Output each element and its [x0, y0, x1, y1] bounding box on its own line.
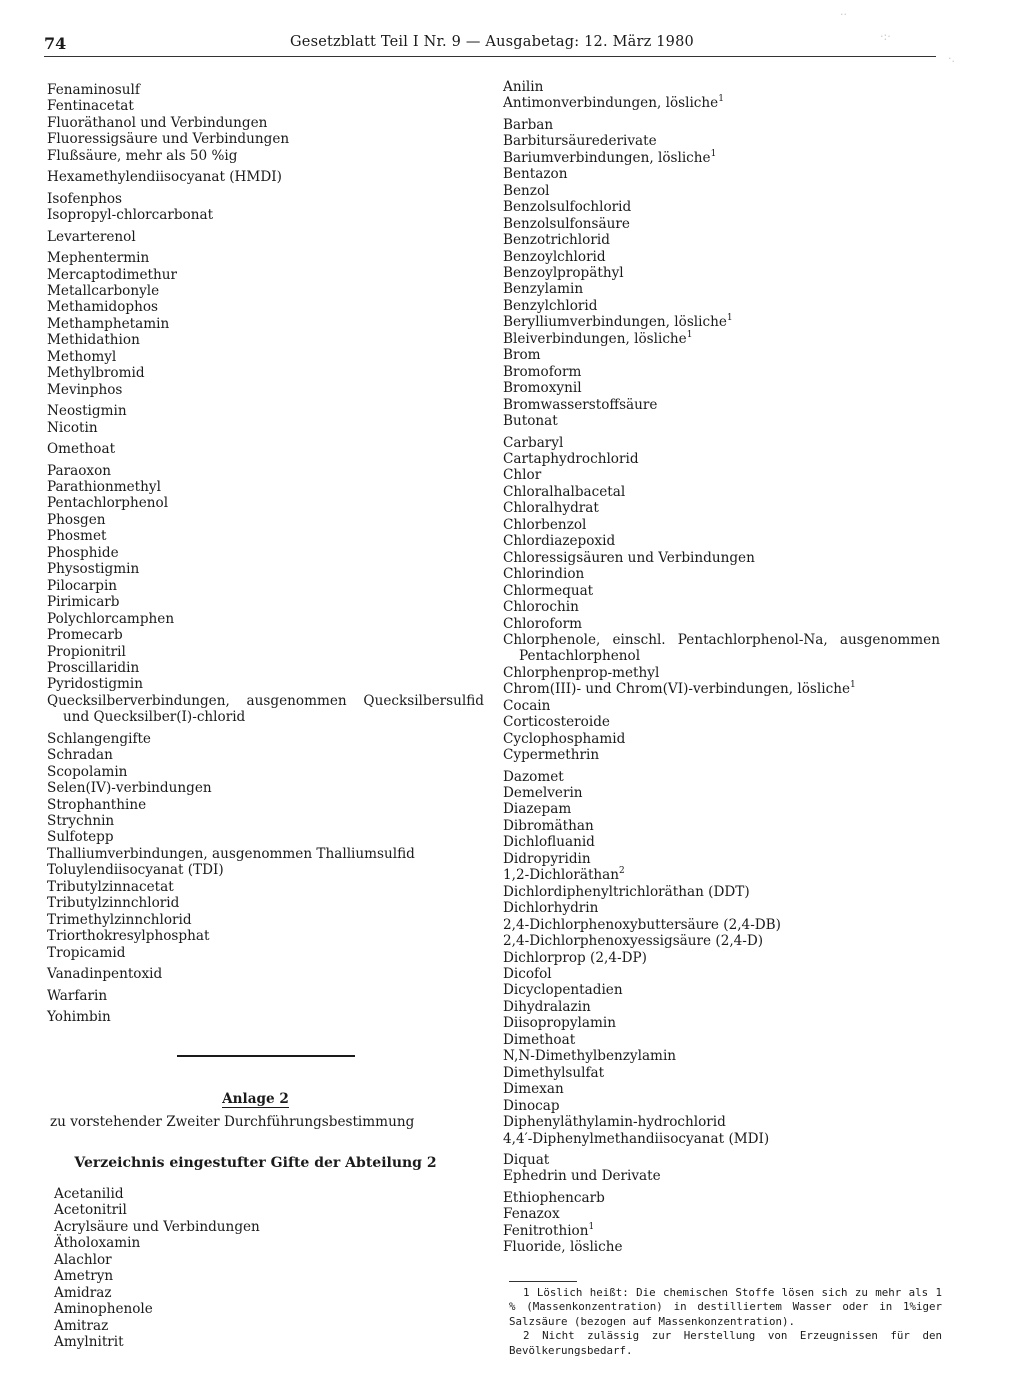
list-item [503, 331, 940, 347]
list-item: Levarterenol [47, 228, 136, 245]
entry-text: Bleiverbindungen, lösliche [503, 330, 687, 347]
footnote [509, 1286, 942, 1329]
list-item: Dichlorprop (2,4-DP) [503, 949, 647, 966]
list-item: Tropicamid [47, 944, 126, 961]
word: ausgenommen [246, 692, 347, 709]
list-item: Pirimicarb [47, 594, 120, 611]
list-item: Benzoylpropäthyl [503, 264, 624, 281]
justified-line [503, 632, 940, 648]
footnotes [509, 1286, 942, 1358]
list-item: Scopolamin [47, 763, 128, 780]
list-item: Acetonitril [54, 1202, 127, 1219]
list-item: Dicofol [503, 966, 552, 983]
list-item: Methamidophos [47, 299, 159, 316]
list-item: Pilocarpin [47, 577, 118, 594]
list-item [47, 693, 484, 726]
list-item: Didropyridin [503, 850, 591, 867]
list-item: Methamphetamin [47, 315, 170, 332]
scan-artifact: ·. [948, 52, 955, 65]
list-item: Mephentermin [47, 250, 150, 267]
list-item: Butonat [503, 413, 558, 430]
list-item: Dichlordiphenyltrichloräthan (DDT) [503, 883, 750, 900]
header-rule [44, 56, 936, 57]
list-item: Methidathion [47, 332, 140, 349]
list-item: Benzotrichlorid [503, 232, 610, 249]
footnote-rule [509, 1281, 577, 1282]
list-item: Cyclophosphamid [503, 730, 626, 747]
list-item: Ätholoxamin [54, 1235, 141, 1252]
list-item: Dinocap [503, 1097, 560, 1114]
list-item: Barbitursäurederivate [503, 133, 657, 150]
list-item: Warfarin [47, 987, 108, 1004]
list-item: Dicyclopentadien [503, 982, 623, 999]
poison-list-annex [54, 1186, 464, 1351]
list-item [503, 867, 940, 883]
list-item: Strychnin [47, 813, 115, 830]
footnote-marker: 1 [726, 313, 733, 324]
scan-artifact: ·· [840, 8, 847, 21]
list-item: Schlangengifte [47, 730, 151, 747]
list-item: Bromwasserstoffsäure [503, 396, 658, 413]
entry-text: Antimonverbindungen, lösliche [503, 95, 719, 112]
list-item: Polychlorcamphen [47, 610, 175, 627]
list-item: Chlorbenzol [503, 516, 587, 533]
annex-title [44, 1091, 467, 1107]
footnote-marker: 2 [619, 866, 625, 877]
list-item: Propionitril [47, 643, 126, 660]
annex-heading: Verzeichnis eingestufter Gifte der Abteilung 2 [74, 1155, 437, 1171]
list-item: Benzolsulfonsäure [503, 215, 630, 232]
list-item: Cypermethrin [503, 747, 600, 764]
footnote-text: Löslich heißt: Die chemischen Stoffe lösen sich zu mehr als 1 % (Massenkonzentration) in destilliertem Wasser oder in 1%iger Salzsäure (bezogen auf Massenkonzentration). [509, 1286, 942, 1328]
word: Chlorphenole, [503, 631, 601, 648]
list-item: Schradan [47, 747, 113, 764]
entry-text: Fenitrothion [503, 1222, 589, 1239]
list-item: Fentinacetat [47, 98, 134, 115]
footnote-marker: 1 [718, 94, 724, 105]
list-item: Chlormequat [503, 582, 594, 599]
list-item: Phosphide [47, 544, 119, 561]
list-item: Toluylendiisocyanat (TDI) [47, 862, 224, 879]
list-item: Thalliumverbindungen, ausgenommen Thalliumsulfid [47, 845, 415, 862]
word: einschl. [612, 631, 666, 648]
list-item: Chlorochin [503, 599, 579, 616]
footnote-text: Nicht zulässig zur Herstellung von Erzeugnissen für den Bevölkerungsbedarf. [509, 1329, 942, 1357]
list-item [503, 681, 940, 697]
list-item: Acrylsäure und Verbindungen [54, 1218, 260, 1235]
list-item: Anilin [503, 79, 544, 95]
list-item: Diisopropylamin [503, 1015, 616, 1032]
list-item: Strophanthine [47, 796, 147, 813]
list-item: Mevinphos [47, 381, 123, 398]
list-item: Diazepam [503, 801, 572, 818]
list-item: Amidraz [54, 1284, 112, 1301]
list-item: Dimethoat [503, 1031, 576, 1048]
list-item: Chlordiazepoxid [503, 533, 616, 550]
list-item: Fluoräthanol und Verbindungen [47, 114, 268, 131]
list-item: Cocain [503, 697, 551, 714]
list-item: Sulfotepp [47, 829, 114, 846]
list-item: Flußsäure, mehr als 50 %ig [47, 147, 238, 164]
list-item: Demelverin [503, 785, 583, 802]
footnote-marker: 1 [850, 680, 856, 691]
list-item: Acetanilid [54, 1186, 124, 1202]
list-item [503, 632, 940, 665]
list-item: Bromoxynil [503, 380, 582, 397]
poison-list-right [503, 79, 940, 1256]
list-item: Yohimbin [47, 1009, 111, 1026]
annex-column [54, 1186, 464, 1351]
entry-text: Berylliumverbindungen, lösliche [503, 314, 727, 331]
list-item: Benzolsulfochlorid [503, 199, 632, 216]
list-item [503, 95, 940, 111]
list-item: Barban [503, 116, 554, 133]
word: ausgenommen [839, 631, 940, 648]
list-item: Ametryn [54, 1268, 114, 1285]
list-item: Hexamethylendiisocyanat (HMDI) [47, 169, 282, 186]
list-item: Mercaptodimethur [47, 266, 177, 283]
left-column [47, 82, 484, 1025]
list-item: Chlor [503, 467, 542, 484]
list-item: 2,4-Dichlorphenoxyessigsäure (2,4-D) [503, 933, 764, 950]
footnote-marker: 1 [588, 1221, 595, 1232]
list-item: Dihydralazin [503, 998, 591, 1015]
page-number: 74 [44, 34, 67, 53]
list-item: Chlorindion [503, 566, 585, 583]
list-item: Bromoform [503, 363, 582, 380]
annex-title-text: Anlage 2 [222, 1091, 289, 1107]
list-item: Paraoxon [47, 462, 112, 479]
list-item: Dichlorhydrin [503, 900, 599, 917]
list-item: Amitraz [54, 1317, 109, 1334]
page-header [44, 34, 936, 56]
list-item: Benzoylchlorid [503, 248, 606, 265]
list-item: Chloralhalbacetal [503, 483, 626, 500]
list-item: Benzol [503, 182, 550, 199]
list-item: Cartaphydrochlorid [503, 450, 639, 467]
list-item: Vanadinpentoxid [47, 966, 163, 983]
continuation-line: Pentachlorphenol [519, 648, 641, 665]
scan-artifact: ·:· [880, 30, 891, 43]
list-item: Alachlor [54, 1251, 112, 1268]
word: Pentachlorphenol-Na, [677, 631, 828, 648]
list-item: Parathionmethyl [47, 478, 161, 495]
entry-text: Chrom(III)- und Chrom(VI)-verbindungen, lösliche [503, 681, 851, 698]
list-item: Dazomet [503, 768, 564, 785]
list-item: Chloroform [503, 615, 582, 632]
list-item [503, 314, 940, 330]
section-divider [177, 1055, 355, 1057]
footnote [509, 1329, 942, 1358]
list-item: Chloralhydrat [503, 500, 599, 517]
list-item: N,N-Dimethylbenzylamin [503, 1048, 677, 1065]
list-item: Dimethylsulfat [503, 1064, 605, 1081]
list-item: Benzylchlorid [503, 297, 598, 314]
list-item: 2,4-Dichlorphenoxybuttersäure (2,4-DB) [503, 916, 781, 933]
list-item: Dichlofluanid [503, 834, 595, 851]
list-item: Bentazon [503, 166, 568, 183]
list-item: Proscillaridin [47, 659, 140, 676]
list-item: Aminophenole [54, 1301, 153, 1318]
list-item: Metallcarbonyle [47, 282, 160, 299]
list-item: Isofenphos [47, 190, 122, 207]
list-item: Phosmet [47, 528, 107, 545]
list-item: Amylnitrit [54, 1334, 124, 1351]
list-item: Ephedrin und Derivate [503, 1168, 661, 1185]
list-item: Fluoressigsäure und Verbindungen [47, 131, 290, 148]
right-column [503, 79, 940, 1256]
running-title: Gesetzblatt Teil I Nr. 9 — Ausgabetag: 12. März 1980 [290, 34, 694, 50]
list-item: Fenazox [503, 1206, 560, 1223]
continuation-line: und Quecksilber(I)-chlorid [63, 709, 246, 726]
list-item: Diphenyläthylamin-hydrochlorid [503, 1114, 726, 1131]
list-item: Dimexan [503, 1081, 564, 1098]
list-item: Brom [503, 347, 541, 364]
list-item: Isopropyl-chlorcarbonat [47, 207, 214, 224]
list-item: Pentachlorphenol [47, 495, 169, 512]
list-item: Dibromäthan [503, 817, 594, 834]
list-item: Chloressigsäuren und Verbindungen [503, 549, 755, 566]
list-item: Phosgen [47, 511, 106, 528]
list-item: Fluoride, lösliche [503, 1239, 623, 1256]
word: Quecksilbersulfid [363, 692, 484, 709]
footnote-number: 2 [523, 1329, 530, 1343]
list-item: Fenaminosulf [47, 82, 140, 98]
list-item: Triorthokresylphosphat [47, 928, 210, 945]
list-item: Methylbromid [47, 365, 145, 382]
entry-text: 1,2-Dichloräthan [503, 867, 620, 884]
list-item: Carbaryl [503, 434, 564, 451]
list-item: Tributylzinnacetat [47, 878, 174, 895]
poison-list-left [47, 82, 484, 1025]
footnote-number: 1 [523, 1286, 530, 1299]
justified-line [47, 693, 484, 709]
list-item: Physostigmin [47, 561, 140, 578]
list-item [503, 150, 940, 166]
list-item: Selen(IV)-verbindungen [47, 780, 212, 797]
list-item [503, 1223, 940, 1239]
list-item: Benzylamin [503, 281, 584, 298]
list-item: Methomyl [47, 348, 117, 365]
list-item: Pyridostigmin [47, 676, 144, 693]
footnote-marker: 1 [710, 148, 717, 159]
list-item: Tributylzinnchlorid [47, 895, 180, 912]
list-item: Diquat [503, 1152, 550, 1168]
list-item: Promecarb [47, 627, 123, 644]
list-item: Chlorphenprop-methyl [503, 664, 660, 681]
list-item: Neostigmin [47, 403, 127, 420]
list-item: 4,4′-Diphenylmethandiisocyanat (MDI) [503, 1130, 770, 1147]
list-item: Omethoat [47, 441, 116, 458]
list-item: Ethiophencarb [503, 1189, 605, 1206]
list-item: Corticosteroide [503, 714, 610, 731]
list-item: Trimethylzinnchlorid [47, 911, 192, 928]
footnote-marker: 1 [686, 329, 693, 340]
entry-text: Bariumverbindungen, lösliche [503, 149, 711, 166]
annex-subtitle: zu vorstehender Zweiter Durchführungsbestimmung [50, 1114, 415, 1130]
list-item: Nicotin [47, 419, 98, 436]
word: Quecksilberverbindungen, [47, 692, 230, 709]
